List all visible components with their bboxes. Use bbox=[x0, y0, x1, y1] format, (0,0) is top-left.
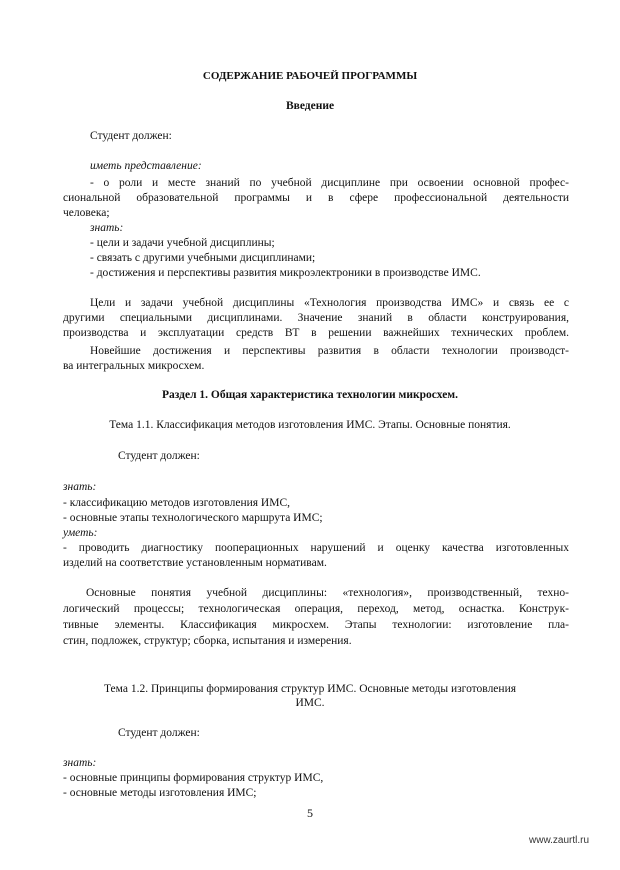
topic-1-1-title: Тема 1.1. Классификация методов изготовления ИМС. Этапы. Основные понятия. bbox=[109, 419, 511, 431]
topic-1-1-able-2: изделий на соответствие установленным нормативам. bbox=[63, 557, 327, 569]
student-must-label-3: Студент должен: bbox=[118, 727, 200, 739]
topic-1-1-know-1: - классификацию методов изготовления ИМС, bbox=[63, 497, 290, 509]
topic-1-2-know-2: - основные методы изготовления ИМС; bbox=[63, 787, 257, 799]
have-idea-label: иметь представление: bbox=[90, 160, 202, 172]
student-must-label-2: Студент должен: bbox=[118, 450, 200, 462]
role-line-3: человека; bbox=[63, 207, 110, 219]
know-label: знать: bbox=[90, 222, 124, 234]
topic-1-1-able-1: - проводить диагностику пооперационных нарушений и оценку качества изготовленных bbox=[63, 542, 569, 554]
page-number: 5 bbox=[307, 806, 313, 820]
role-line-1: - о роли и месте знаний по учебной дисциплине при освоении основной профес- bbox=[90, 177, 569, 189]
role-line-2: сиональной образовательной программы и в сфере профессиональной деятельности bbox=[63, 192, 569, 204]
topic-1-2-title-line-2: ИМС. bbox=[295, 697, 325, 709]
know-item-3: - достижения и перспективы развития микроэлектроники в производстве ИМС. bbox=[90, 267, 481, 279]
know-item-1: - цели и задачи учебной дисциплины; bbox=[90, 237, 275, 249]
know-label-3: знать: bbox=[63, 757, 97, 769]
intro-title: Введение bbox=[285, 100, 335, 112]
topic-1-1-text-3: тивные элементы. Классификация микросхем. Этапы технологии: изготовление пла- bbox=[63, 619, 569, 631]
topic-1-2-know-1: - основные принципы формирования структур ИМС, bbox=[63, 772, 324, 784]
topic-1-1-text-2: логический процессы; технологическая операция, переход, метод, оснастка. Конструк- bbox=[63, 603, 569, 615]
goals-line-3: производства и эксплуатации средств ВТ в решении важнейших технических проблем. bbox=[63, 327, 569, 339]
student-must-label: Студент должен: bbox=[90, 130, 172, 142]
section-1-title: Раздел 1. Общая характеристика технологии микросхем. bbox=[161, 389, 459, 401]
goals-line-2: другими специальными дисциплинами. Значение знаний в области конструирования, bbox=[63, 312, 569, 324]
main-title: СОДЕРЖАНИЕ РАБОЧЕЙ ПРОГРАММЫ bbox=[202, 70, 418, 82]
news-line-1: Новейшие достижения и перспективы развития в области технологии производст- bbox=[90, 345, 569, 357]
topic-1-1-know-2: - основные этапы технологического маршрута ИМС; bbox=[63, 512, 323, 524]
be-able-label: уметь: bbox=[63, 527, 98, 539]
topic-1-2-title-line-1: Тема 1.2. Принципы формирования структур ИМС. Основные методы изготовления bbox=[103, 683, 517, 695]
know-item-2: - связать с другими учебными дисциплинами; bbox=[90, 252, 316, 264]
topic-1-1-text-1: Основные понятия учебной дисциплины: «технология», производственный, техно- bbox=[86, 587, 569, 599]
topic-1-1-text-4: стин, подложек, структур; сборка, испытания и измерения. bbox=[63, 635, 352, 647]
know-label-2: знать: bbox=[63, 481, 97, 493]
goals-line-1: Цели и задачи учебной дисциплины «Технология производства ИМС» и связь ее с bbox=[90, 297, 569, 309]
news-line-2: ва интегральных микросхем. bbox=[63, 360, 205, 372]
watermark-link[interactable]: www.zaurtl.ru bbox=[529, 835, 590, 846]
